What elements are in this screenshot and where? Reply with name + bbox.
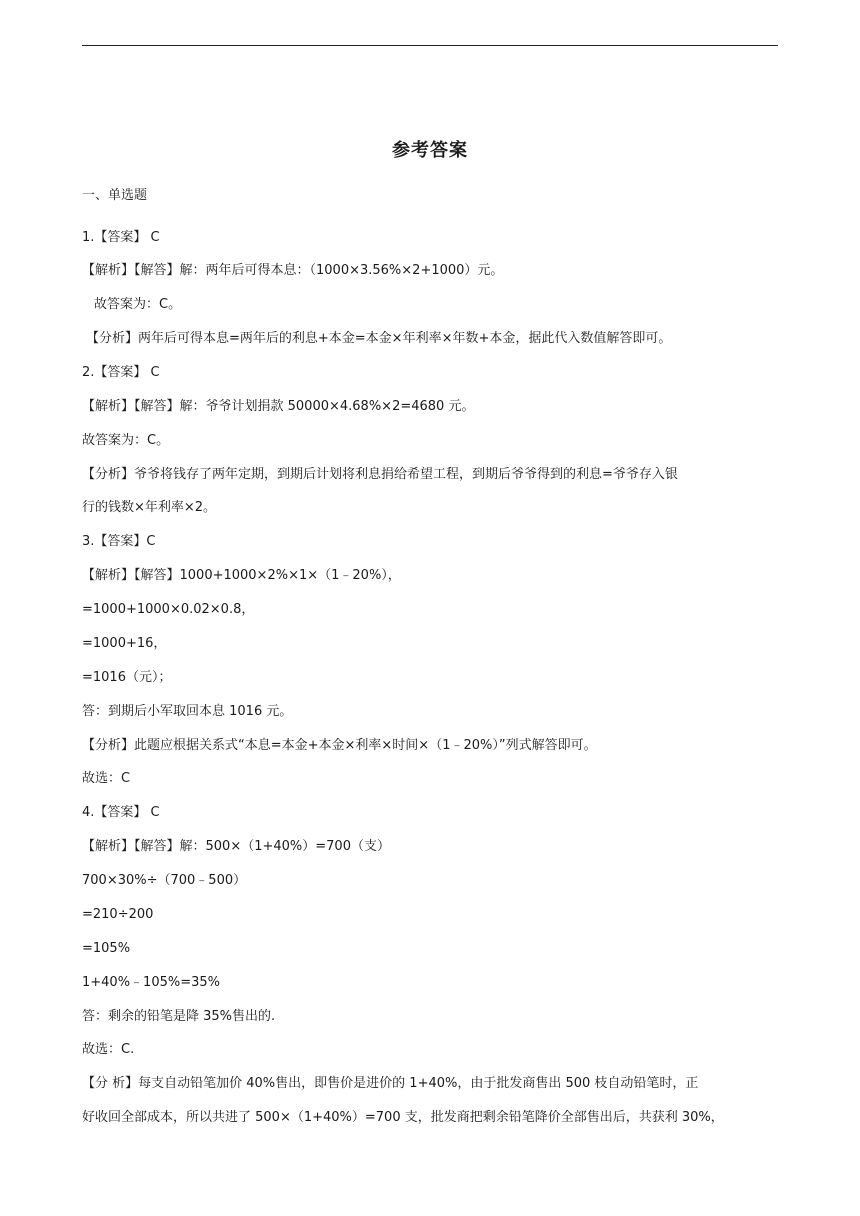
calc-3c: =1016（元）； [82, 670, 172, 685]
choice-3: 故选：C [82, 771, 131, 786]
calc-4a: 700×30%÷（700﹣500） [82, 873, 247, 888]
explain-3: 【分析】此题应根据关系式“本息=本金+本金×利率×时间×（1﹣20%）”列式解答即可。 [82, 738, 597, 753]
explain-2b: 行的钱数×年利率×2。 [82, 500, 217, 515]
calc-3a: =1000+1000×0.02×0.8， [82, 602, 255, 617]
answer-4: 4.【答案】 C [82, 805, 160, 820]
analysis-4: 【解析】【解答】解：500×（1+40%）=700（支） [82, 839, 390, 854]
answer-1: 1.【答案】 C [82, 230, 160, 245]
explain-1: 【分析】两年后可得本息=两年后的利息+本金=本金×年利率×年数+本金，据此代入数值解答即可。 [86, 331, 672, 346]
header-rule [82, 45, 778, 46]
explain-4b: 好收回全部成本，所以共进了 500×（1+40%）=700 支，批发商把剩余铅笔降价全部售出后，共获利 30%， [82, 1110, 724, 1125]
section-heading: 一、单选题 [82, 188, 148, 203]
reply-4: 答：剩余的铅笔是降 35%售出的. [82, 1009, 276, 1024]
analysis-1: 【解析】【解答】解：两年后可得本息：（1000×3.56%×2+1000）元。 [82, 263, 504, 278]
page-title: 参考答案 [392, 140, 468, 161]
reply-3: 答：到期后小军取回本息 1016 元。 [82, 704, 293, 719]
answer-2: 2.【答案】 C [82, 365, 160, 380]
explain-4a: 【分 析】每支自动铅笔加价 40%售出，即售价是进价的 1+40%，由于批发商售出 500 枝自动铅笔时，正 [82, 1076, 699, 1091]
calc-3b: =1000+16， [82, 636, 167, 651]
analysis-3: 【解析】【解答】1000+1000×2%×1×（1﹣20%）， [82, 568, 401, 583]
calc-4d: 1+40%﹣105%=35% [82, 975, 221, 990]
analysis-2: 【解析】【解答】解：爷爷计划捐款 50000×4.68%×2=4680 元。 [82, 399, 475, 414]
explain-2a: 【分析】爷爷将钱存了两年定期，到期后计划将利息捐给希望工程，到期后爷爷得到的利息=爷爷存入银 [82, 467, 678, 482]
calc-4c: =105% [82, 941, 131, 956]
answer-3: 3.【答案】C [82, 534, 156, 549]
conclusion-2: 故答案为：C。 [82, 433, 170, 448]
calc-4b: =210÷200 [82, 907, 154, 922]
conclusion-1: 故答案为：C。 [94, 297, 182, 312]
choice-4: 故选：C. [82, 1042, 135, 1057]
